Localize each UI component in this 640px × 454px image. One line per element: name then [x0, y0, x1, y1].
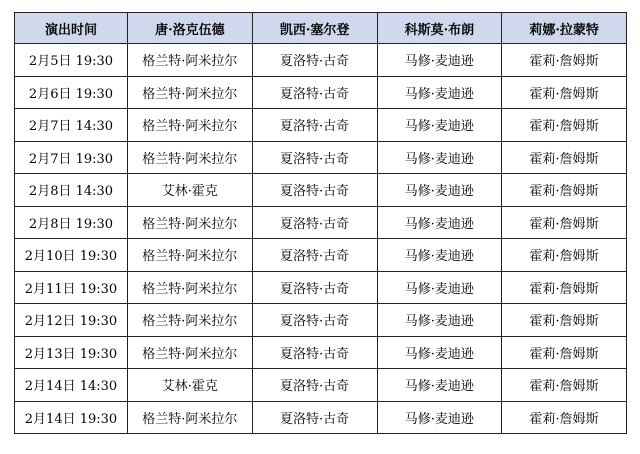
showtime-cell: 2月14日 19:30 — [15, 401, 128, 434]
table-row — [15, 369, 627, 402]
don-lockwood-cast-cell: 艾林·霍克 — [128, 369, 253, 402]
table-row — [15, 109, 627, 142]
cosmo-brown-cast-cell: 马修·麦迪逊 — [377, 76, 502, 109]
lina-lamont-cast-cell: 霍莉·詹姆斯 — [502, 141, 627, 174]
table-row — [15, 304, 627, 337]
lina-lamont-cast-cell: 霍莉·詹姆斯 — [502, 109, 627, 142]
kathy-selden-cast-cell: 夏洛特·古奇 — [252, 401, 377, 434]
cosmo-brown-cast-cell: 马修·麦迪逊 — [377, 369, 502, 402]
lina-lamont-cast-cell: 霍莉·詹姆斯 — [502, 206, 627, 239]
don-lockwood-cast-cell: 格兰特·阿米拉尔 — [128, 401, 253, 434]
don-lockwood-cast-cell: 格兰特·阿米拉尔 — [128, 336, 253, 369]
kathy-selden-cast-cell: 夏洛特·古奇 — [252, 141, 377, 174]
lina-lamont-cast-cell: 霍莉·詹姆斯 — [502, 304, 627, 337]
don-lockwood-cast-cell: 格兰特·阿米拉尔 — [128, 141, 253, 174]
header-cell-showtime: 演出时间 — [15, 13, 128, 44]
header-cell-role-lina-lamont: 莉娜·拉蒙特 — [502, 13, 627, 44]
don-lockwood-cast-cell: 格兰特·阿米拉尔 — [128, 76, 253, 109]
showtime-cell: 2月6日 19:30 — [15, 76, 128, 109]
header-cell-role-cosmo-brown: 科斯莫·布朗 — [377, 13, 502, 44]
cosmo-brown-cast-cell: 马修·麦迪逊 — [377, 336, 502, 369]
header-row — [15, 13, 627, 44]
lina-lamont-cast-cell: 霍莉·詹姆斯 — [502, 239, 627, 272]
kathy-selden-cast-cell: 夏洛特·古奇 — [252, 44, 377, 77]
showtime-cell: 2月8日 19:30 — [15, 206, 128, 239]
kathy-selden-cast-cell: 夏洛特·古奇 — [252, 206, 377, 239]
showtime-cell: 2月8日 14:30 — [15, 174, 128, 207]
table-row — [15, 401, 627, 434]
showtime-cell: 2月11日 19:30 — [15, 271, 128, 304]
cosmo-brown-cast-cell: 马修·麦迪逊 — [377, 401, 502, 434]
showtime-cell: 2月5日 19:30 — [15, 44, 128, 77]
kathy-selden-cast-cell: 夏洛特·古奇 — [252, 304, 377, 337]
kathy-selden-cast-cell: 夏洛特·古奇 — [252, 174, 377, 207]
lina-lamont-cast-cell: 霍莉·詹姆斯 — [502, 174, 627, 207]
table-row — [15, 239, 627, 272]
header-cell-role-kathy-selden: 凯西·塞尔登 — [252, 13, 377, 44]
table-row — [15, 206, 627, 239]
lina-lamont-cast-cell: 霍莉·詹姆斯 — [502, 401, 627, 434]
lina-lamont-cast-cell: 霍莉·詹姆斯 — [502, 44, 627, 77]
cosmo-brown-cast-cell: 马修·麦迪逊 — [377, 174, 502, 207]
lina-lamont-cast-cell: 霍莉·詹姆斯 — [502, 271, 627, 304]
table-body — [15, 44, 627, 434]
kathy-selden-cast-cell: 夏洛特·古奇 — [252, 336, 377, 369]
showtime-cell: 2月10日 19:30 — [15, 239, 128, 272]
table-header — [15, 13, 627, 44]
cosmo-brown-cast-cell: 马修·麦迪逊 — [377, 304, 502, 337]
cast-schedule-table — [14, 12, 627, 434]
cosmo-brown-cast-cell: 马修·麦迪逊 — [377, 141, 502, 174]
don-lockwood-cast-cell: 格兰特·阿米拉尔 — [128, 239, 253, 272]
don-lockwood-cast-cell: 格兰特·阿米拉尔 — [128, 44, 253, 77]
cosmo-brown-cast-cell: 马修·麦迪逊 — [377, 206, 502, 239]
showtime-cell: 2月12日 19:30 — [15, 304, 128, 337]
showtime-cell: 2月14日 14:30 — [15, 369, 128, 402]
lina-lamont-cast-cell: 霍莉·詹姆斯 — [502, 76, 627, 109]
table-row — [15, 141, 627, 174]
lina-lamont-cast-cell: 霍莉·詹姆斯 — [502, 369, 627, 402]
showtime-cell: 2月7日 19:30 — [15, 141, 128, 174]
don-lockwood-cast-cell: 格兰特·阿米拉尔 — [128, 109, 253, 142]
showtime-cell: 2月7日 14:30 — [15, 109, 128, 142]
kathy-selden-cast-cell: 夏洛特·古奇 — [252, 109, 377, 142]
table-row — [15, 271, 627, 304]
kathy-selden-cast-cell: 夏洛特·古奇 — [252, 369, 377, 402]
table-row — [15, 44, 627, 77]
don-lockwood-cast-cell: 格兰特·阿米拉尔 — [128, 304, 253, 337]
table-row — [15, 76, 627, 109]
table-row — [15, 174, 627, 207]
table-row — [15, 336, 627, 369]
header-cell-role-don-lockwood: 唐·洛克伍德 — [128, 13, 253, 44]
cosmo-brown-cast-cell: 马修·麦迪逊 — [377, 109, 502, 142]
kathy-selden-cast-cell: 夏洛特·古奇 — [252, 271, 377, 304]
cosmo-brown-cast-cell: 马修·麦迪逊 — [377, 239, 502, 272]
showtime-cell: 2月13日 19:30 — [15, 336, 128, 369]
kathy-selden-cast-cell: 夏洛特·古奇 — [252, 239, 377, 272]
cosmo-brown-cast-cell: 马修·麦迪逊 — [377, 271, 502, 304]
lina-lamont-cast-cell: 霍莉·詹姆斯 — [502, 336, 627, 369]
don-lockwood-cast-cell: 格兰特·阿米拉尔 — [128, 271, 253, 304]
don-lockwood-cast-cell: 格兰特·阿米拉尔 — [128, 206, 253, 239]
don-lockwood-cast-cell: 艾林·霍克 — [128, 174, 253, 207]
kathy-selden-cast-cell: 夏洛特·古奇 — [252, 76, 377, 109]
cosmo-brown-cast-cell: 马修·麦迪逊 — [377, 44, 502, 77]
